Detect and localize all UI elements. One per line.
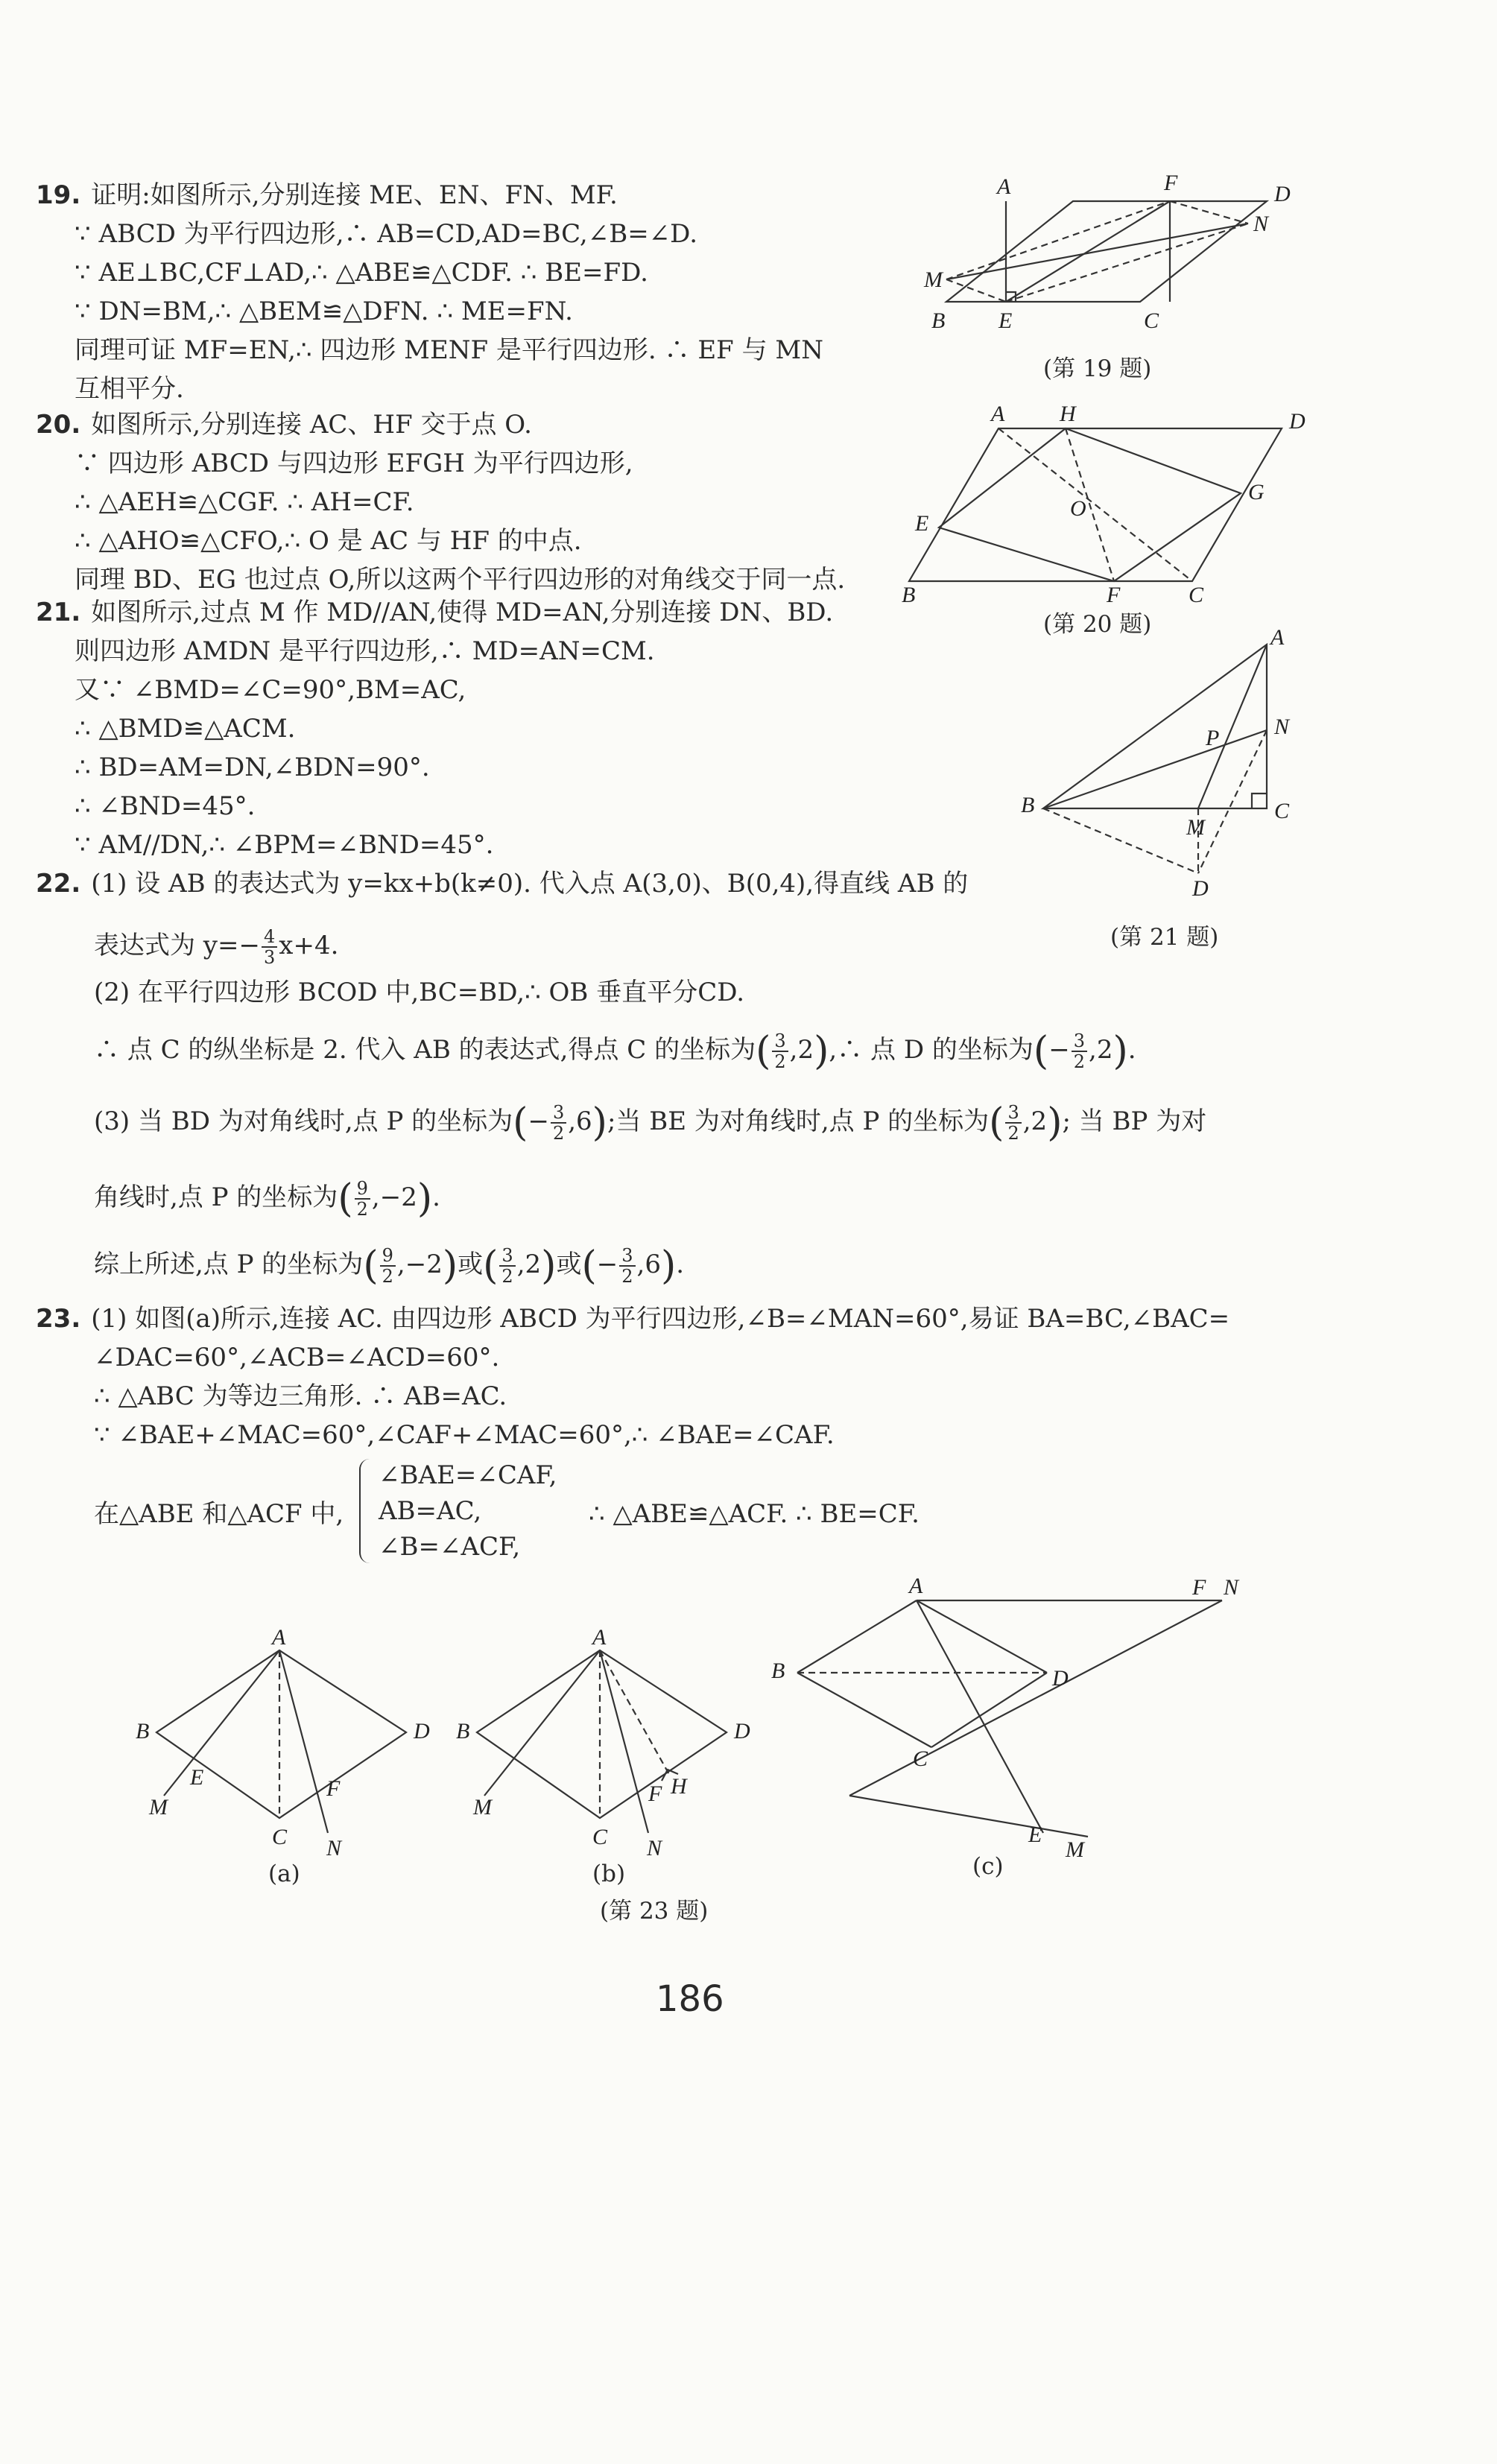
figure-20 (894, 402, 1326, 604)
ray-am (164, 1650, 279, 1796)
label-b: B (1021, 793, 1035, 817)
label-f: F (1107, 583, 1121, 604)
p19-line5: 同理可证 MF=EN,∴ 四边形 MENF 是平行四边形. ∴ EF 与 MN (75, 335, 823, 365)
page-number: 186 (656, 1978, 724, 2020)
segment-ab (797, 1600, 917, 1673)
right-angle-mark (1252, 794, 1267, 808)
label-f: F (1192, 1575, 1206, 1600)
p22-line2: 表达式为 y=− $\frac{4}{3}$ x+4. (94, 926, 339, 968)
p19-line1: 19. 证明:如图所示,分别连接 ME、EN、FN、MF. (36, 180, 618, 210)
label-c: C (1144, 308, 1159, 333)
p19-line3: ∵ AE⊥BC,CF⊥AD,∴ △ABE≌△CDF. ∴ BE=FD. (75, 258, 648, 288)
p23-line5-prefix: 在△ABE 和△ACF 中, (94, 1499, 344, 1529)
label-b: B (902, 583, 916, 604)
label-b: B (771, 1659, 785, 1683)
label-m: M (1066, 1837, 1084, 1862)
caption-fig20: (第 20 题) (1043, 611, 1152, 638)
label-h: H (1060, 402, 1076, 426)
p21-line5: ∴ BD=AM=DN,∠BDN=90°. (75, 753, 430, 782)
label-n: N (1274, 715, 1290, 739)
label-n: N (1253, 212, 1269, 236)
p23-brace-line1: ∠BAE=∠CAF, (379, 1460, 557, 1490)
label-f: F (648, 1782, 662, 1806)
p23-brace-line2: AB=AC, (379, 1496, 482, 1526)
segment-em (849, 1796, 1088, 1837)
label-f: F (326, 1776, 341, 1801)
line-fe (849, 1600, 1222, 1796)
label-a: A (909, 1574, 923, 1598)
segment-bd (1043, 808, 1198, 873)
segment-fn (1170, 201, 1248, 224)
segment-en (1006, 224, 1248, 302)
p20-line3: ∴ △AEH≌△CGF. ∴ AH=CF. (75, 487, 414, 517)
p20-line4: ∴ △AHO≌△CFO,∴ O 是 AC 与 HF 的中点. (75, 526, 582, 556)
p23-line4: ∵ ∠BAE+∠MAC=60°,∠CAF+∠MAC=60°,∴ ∠BAE=∠CAF. (94, 1420, 835, 1450)
label-m: M (149, 1795, 168, 1820)
p22-line5: (3) 当 BD 为对角线时,点 P 的坐标为(− $\frac{3}{2}$ ,6);当 BE 为对角线时,点 P 的坐标为( $\frac{3}{2}$ ,2); 当 BP 为对 (94, 1100, 1207, 1145)
rhombus-abcd (477, 1650, 727, 1818)
label-n: N (647, 1836, 662, 1860)
diagonal-ac (998, 428, 1192, 581)
p20-line2: ∵ 四边形 ABCD 与四边形 EFGH 为平行四边形, (75, 449, 633, 478)
p21-line6: ∴ ∠BND=45°. (75, 791, 256, 821)
p19-line6: 互相平分. (75, 374, 184, 404)
p22-line6: 角线时,点 P 的坐标为( $\frac{9}{2}$ ,−2). (94, 1176, 440, 1221)
segment-ef (1006, 201, 1170, 302)
p19-line2: ∵ ABCD 为平行四边形,∴ AB=CD,AD=BC,∠B=∠D. (75, 219, 698, 249)
caption-fig19: (第 19 题) (1043, 355, 1152, 382)
segment-bn (1043, 730, 1267, 808)
label-c: C (1274, 799, 1290, 823)
label-d: D (734, 1719, 750, 1744)
figure-23c (768, 1565, 1274, 1863)
label-m: M (924, 267, 943, 292)
label-a: A (991, 402, 1005, 426)
caption-fig23: (第 23 题) (600, 1898, 709, 1925)
label-g: G (1248, 480, 1265, 504)
label-n: N (1224, 1575, 1239, 1600)
p23-line5-conclusion: ∴ △ABE≌△ACF. ∴ BE=CF. (589, 1499, 920, 1529)
p23-line2: ∠DAC=60°,∠ACB=∠ACD=60°. (94, 1343, 500, 1372)
segment-nd (1198, 730, 1267, 873)
label-p: P (1206, 726, 1220, 750)
figure-21 (1013, 626, 1311, 902)
caption-fig21: (第 21 题) (1110, 924, 1219, 951)
label-a: A (272, 1628, 286, 1650)
p21-line4: ∴ △BMD≌△ACM. (75, 714, 296, 744)
p23-line3: ∴ △ABC 为等边三角形. ∴ AB=AC. (94, 1381, 507, 1411)
label-a: A (997, 174, 1011, 199)
caption-23b: (b) (592, 1860, 626, 1887)
label-n: N (326, 1836, 342, 1860)
label-e: E (998, 308, 1013, 333)
p20-line5: 同理 BD、EG 也过点 O,所以这两个平行四边形的对角线交于同一点. (75, 565, 846, 595)
p23-line1: 23. (1) 如图(a)所示,连接 AC. 由四边形 ABCD 为平行四边形,∠B=∠MAN=60°,易证 BA=BC,∠BAC= (36, 1304, 1230, 1334)
label-c: C (272, 1825, 288, 1849)
segment-ah (600, 1650, 671, 1777)
label-b: B (136, 1719, 150, 1744)
p21-line3: 又∵ ∠BMD=∠C=90°,BM=AC, (75, 675, 466, 705)
label-e: E (1028, 1822, 1042, 1847)
p22-line4: ∴ 点 C 的纵坐标是 2. 代入 AB 的表达式,得点 C 的坐标为( $\frac{3}{2}$ ,2),∴ 点 D 的坐标为(− $\frac{3}{2}$ ,2). (94, 1029, 1136, 1074)
p22-line7: 综上所述,点 P 的坐标为( $\frac{9}{2}$ ,−2)或( $\frac{3}{2}$ ,2)或(− $\frac{3}{2}$ ,6). (94, 1244, 685, 1288)
label-d: D (414, 1719, 430, 1744)
p21-line7: ∵ AM//DN,∴ ∠BPM=∠BND=45°. (75, 830, 494, 860)
figure-19 (887, 171, 1304, 335)
label-d: D (1052, 1666, 1069, 1691)
label-b: B (456, 1719, 470, 1744)
label-m: M (473, 1795, 492, 1820)
label-o: O (1070, 496, 1086, 521)
label-h: H (671, 1774, 687, 1799)
segment-cd (931, 1673, 1047, 1747)
label-b: B (931, 308, 946, 333)
rhombus-abcd (156, 1650, 406, 1818)
p19-line4: ∵ DN=BM,∴ △BEM≌△DFN. ∴ ME=FN. (75, 297, 573, 326)
figure-23b (447, 1628, 775, 1874)
label-d: D (1274, 182, 1291, 206)
parallelogram-abcd (946, 201, 1267, 302)
label-a: A (1270, 626, 1285, 650)
label-a: A (592, 1628, 607, 1650)
p21-line2: 则四边形 AMDN 是平行四边形,∴ MD=AN=CM. (75, 636, 655, 666)
label-e: E (915, 511, 929, 536)
ray-am (484, 1650, 600, 1796)
label-f: F (1164, 171, 1178, 195)
caption-23a: (a) (268, 1860, 300, 1887)
label-m: M (1186, 815, 1205, 840)
segment-me (946, 279, 1006, 302)
label-d: D (1192, 876, 1209, 901)
label-e: E (190, 1765, 204, 1790)
p22-line1: 22. (1) 设 AB 的表达式为 y=kx+b(k≠0). 代入点 A(3,0)、B(0,4),得直线 AB 的 (36, 869, 969, 899)
label-c: C (1189, 583, 1204, 604)
segment-bc (797, 1673, 931, 1747)
p23-brace-line3: ∠B=∠ACF, (379, 1532, 521, 1562)
label-c: C (592, 1825, 608, 1849)
caption-23c: (c) (972, 1853, 1004, 1880)
p20-line1: 20. 如图所示,分别连接 AC、HF 交于点 O. (36, 410, 532, 440)
p21-line1: 21. 如图所示,过点 M 作 MD//AN,使得 MD=AN,分别连接 DN、BD. (36, 598, 834, 627)
label-c: C (913, 1746, 928, 1771)
system-brace (359, 1459, 374, 1563)
p22-line3: (2) 在平行四边形 BCOD 中,BC=BD,∴ OB 垂直平分CD. (94, 978, 745, 1007)
fraction-4-3: $\frac{4}{3}$ (262, 927, 277, 967)
figure-23a (127, 1628, 440, 1874)
label-d: D (1289, 409, 1305, 434)
